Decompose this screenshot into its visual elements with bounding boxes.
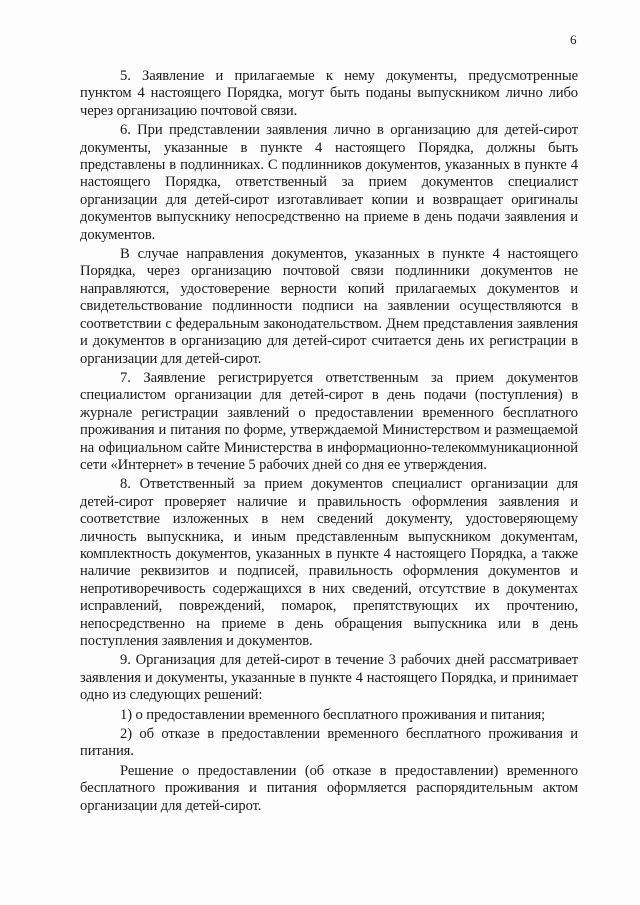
page-number: 6 bbox=[570, 32, 577, 47]
paragraph-postal-submission: В случае направления документов, указанных в пункте 4 настоящего Порядка, через организацию почтовой связи подлинники документов не направляются, удостоверение верности копий прилагаемых документов и свидетельствование подлинности подписи на заявлении осуществляются в соответствии с федеральным законодательством. Днем представления заявления и документов в организацию для детей-сирот считается день их регистрации в организации для детей-сирот. bbox=[80, 246, 578, 367]
paragraph-item-8: 8. Ответственный за прием документов специалист организации для детей-сирот проверяет наличие и правильность оформления заявления и соответствие изложенных в нем сведений документу, удостоверяющему личность выпускника, и иным представленным выпускником документам, комплектность документов, указанных в пункте 4 настоящего Порядка, а также наличие реквизитов и подписей, правильность оформления документов и непротиворечивость содержащихся в них сведений, отсутствие в документах исправлений, повреждений, помарок, препятствующих их прочтению, непосредственно на приеме в день обращения выпускника или в день поступления заявления и документов. bbox=[80, 476, 578, 649]
decision-option-2: 2) об отказе в предоставлении временного бесплатного проживания и питания. bbox=[80, 726, 578, 760]
paragraph-item-7: 7. Заявление регистрируется ответственным за прием документов специалистом организации для детей-сирот в день подачи (поступления) в журнале регистрации заявлений о предоставлении временного бесплатного проживания и питания по форме, утверждаемой Министерством и размещаемой на официальном сайте Министерства в информационно-телекоммуникационной сети «Интернет» в течение 5 рабочих дней со дня ее утверждения. bbox=[80, 369, 578, 473]
decision-option-1: 1) о предоставлении временного бесплатного проживания и питания; bbox=[120, 706, 546, 723]
document-body bbox=[80, 68, 578, 817]
paragraph-item-6: 6. При представлении заявления лично в организацию для детей-сирот документы, указанные в пункте 4 настоящего Порядка, должны быть представлены в подлинниках. С подлинников документов, указанных в пункте 4 настоящего Порядка, ответственный за прием документов специалист организации для детей-сирот изготавливает копии и возвращает оригиналы документов выпускнику непосредственно на приеме в день подачи заявления и документов. bbox=[80, 122, 578, 243]
paragraph-item-9: 9. Организация для детей-сирот в течение 3 рабочих дней рассматривает заявления и документы, указанные в пункте 4 настоящего Порядка, и принимает одно из следующих решений: bbox=[80, 652, 578, 704]
paragraph-item-5: 5. Заявление и прилагаемые к нему документы, предусмотренные пунктом 4 настоящего Порядка, могут быть поданы выпускником лично либо через организацию почтовой связи. bbox=[80, 68, 578, 119]
paragraph-decision-act: Решение о предоставлении (об отказе в предоставлении) временного бесплатного проживания и питания оформляется распорядительным актом организации для детей-сирот. bbox=[80, 762, 578, 814]
